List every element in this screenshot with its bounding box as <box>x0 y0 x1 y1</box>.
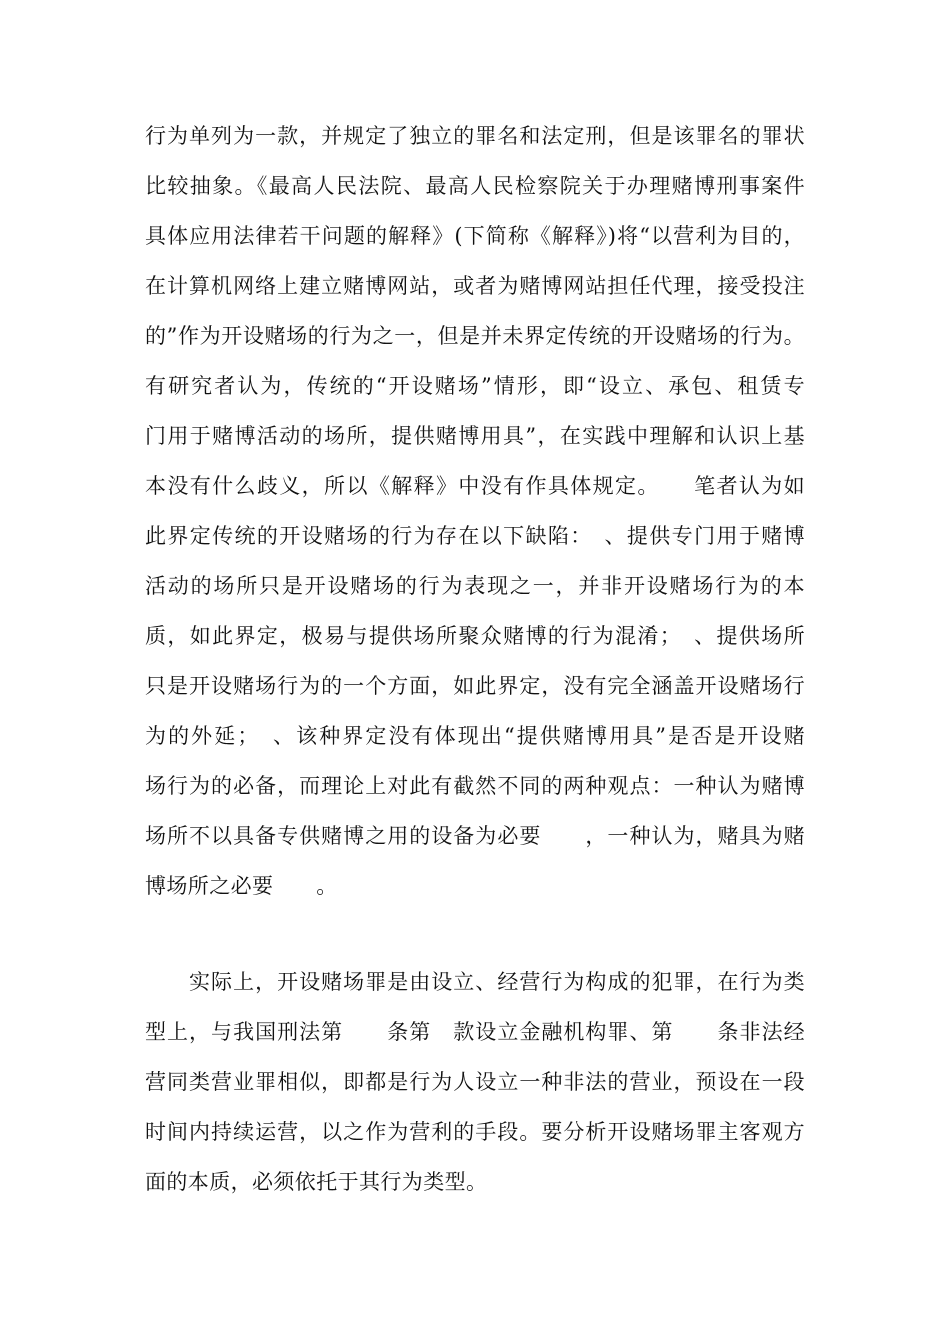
text-line: 面的本质，必须依托于其行为类型。 <box>145 1170 488 1194</box>
text-line: 为的外延； 、该种界定没有体现出“提供赌博用具”是否是开设赌 <box>145 724 805 748</box>
text-line: 门用于赌博活动的场所，提供赌博用具”，在实践中理解和认识上基 <box>145 424 805 448</box>
text-line: 型上，与我国刑法第 条第 款设立金融机构罪、第 条非法经 <box>145 1020 805 1044</box>
text-line: 营同类营业罪相似，即都是行为人设立一种非法的营业，预设在一段 <box>145 1070 805 1094</box>
text-line: 实际上，开设赌场罪是由设立、经营行为构成的犯罪，在行为类 <box>145 970 805 994</box>
text-line: 质，如此界定，极易与提供场所聚众赌博的行为混淆； 、提供场所 <box>145 624 805 648</box>
text-line: 有研究者认为，传统的“开设赌场”情形，即“设立、承包、租赁专 <box>145 374 805 398</box>
text-line: 场行为的必备，而理论上对此有截然不同的两种观点：一种认为赌博 <box>145 774 805 798</box>
text-line: 只是开设赌场行为的一个方面，如此界定，没有完全涵盖开设赌场行 <box>145 674 805 698</box>
text-line: 时间内持续运营，以之作为营利的手段。要分析开设赌场罪主客观方 <box>145 1120 805 1144</box>
text-line: 此界定传统的开设赌场的行为存在以下缺陷： 、提供专门用于赌博 <box>145 524 805 548</box>
text-line: 比较抽象。《最高人民法院、最高人民检察院关于办理赌博刑事案件 <box>145 174 805 198</box>
text-line: 行为单列为一款，并规定了独立的罪名和法定刑，但是该罪名的罪状 <box>145 124 805 148</box>
text-line: 在计算机网络上建立赌博网站，或者为赌博网站担任代理，接受投注 <box>145 274 805 298</box>
text-line: 博场所之必要 。 <box>145 874 338 898</box>
text-line: 具体应用法律若干问题的解释》(下简称《解释》)将“以营利为目的， <box>145 224 805 248</box>
text-line: 本没有什么歧义，所以《解释》中没有作具体规定。 笔者认为如 <box>145 474 805 498</box>
text-line: 的”作为开设赌场的行为之一，但是并未界定传统的开设赌场的行为。 <box>145 324 805 348</box>
text-line: 活动的场所只是开设赌场的行为表现之一，并非开设赌场行为的本 <box>145 574 805 598</box>
text-line: 场所不以具备专供赌博之用的设备为必要 ，一种认为，赌具为赌 <box>145 824 805 848</box>
